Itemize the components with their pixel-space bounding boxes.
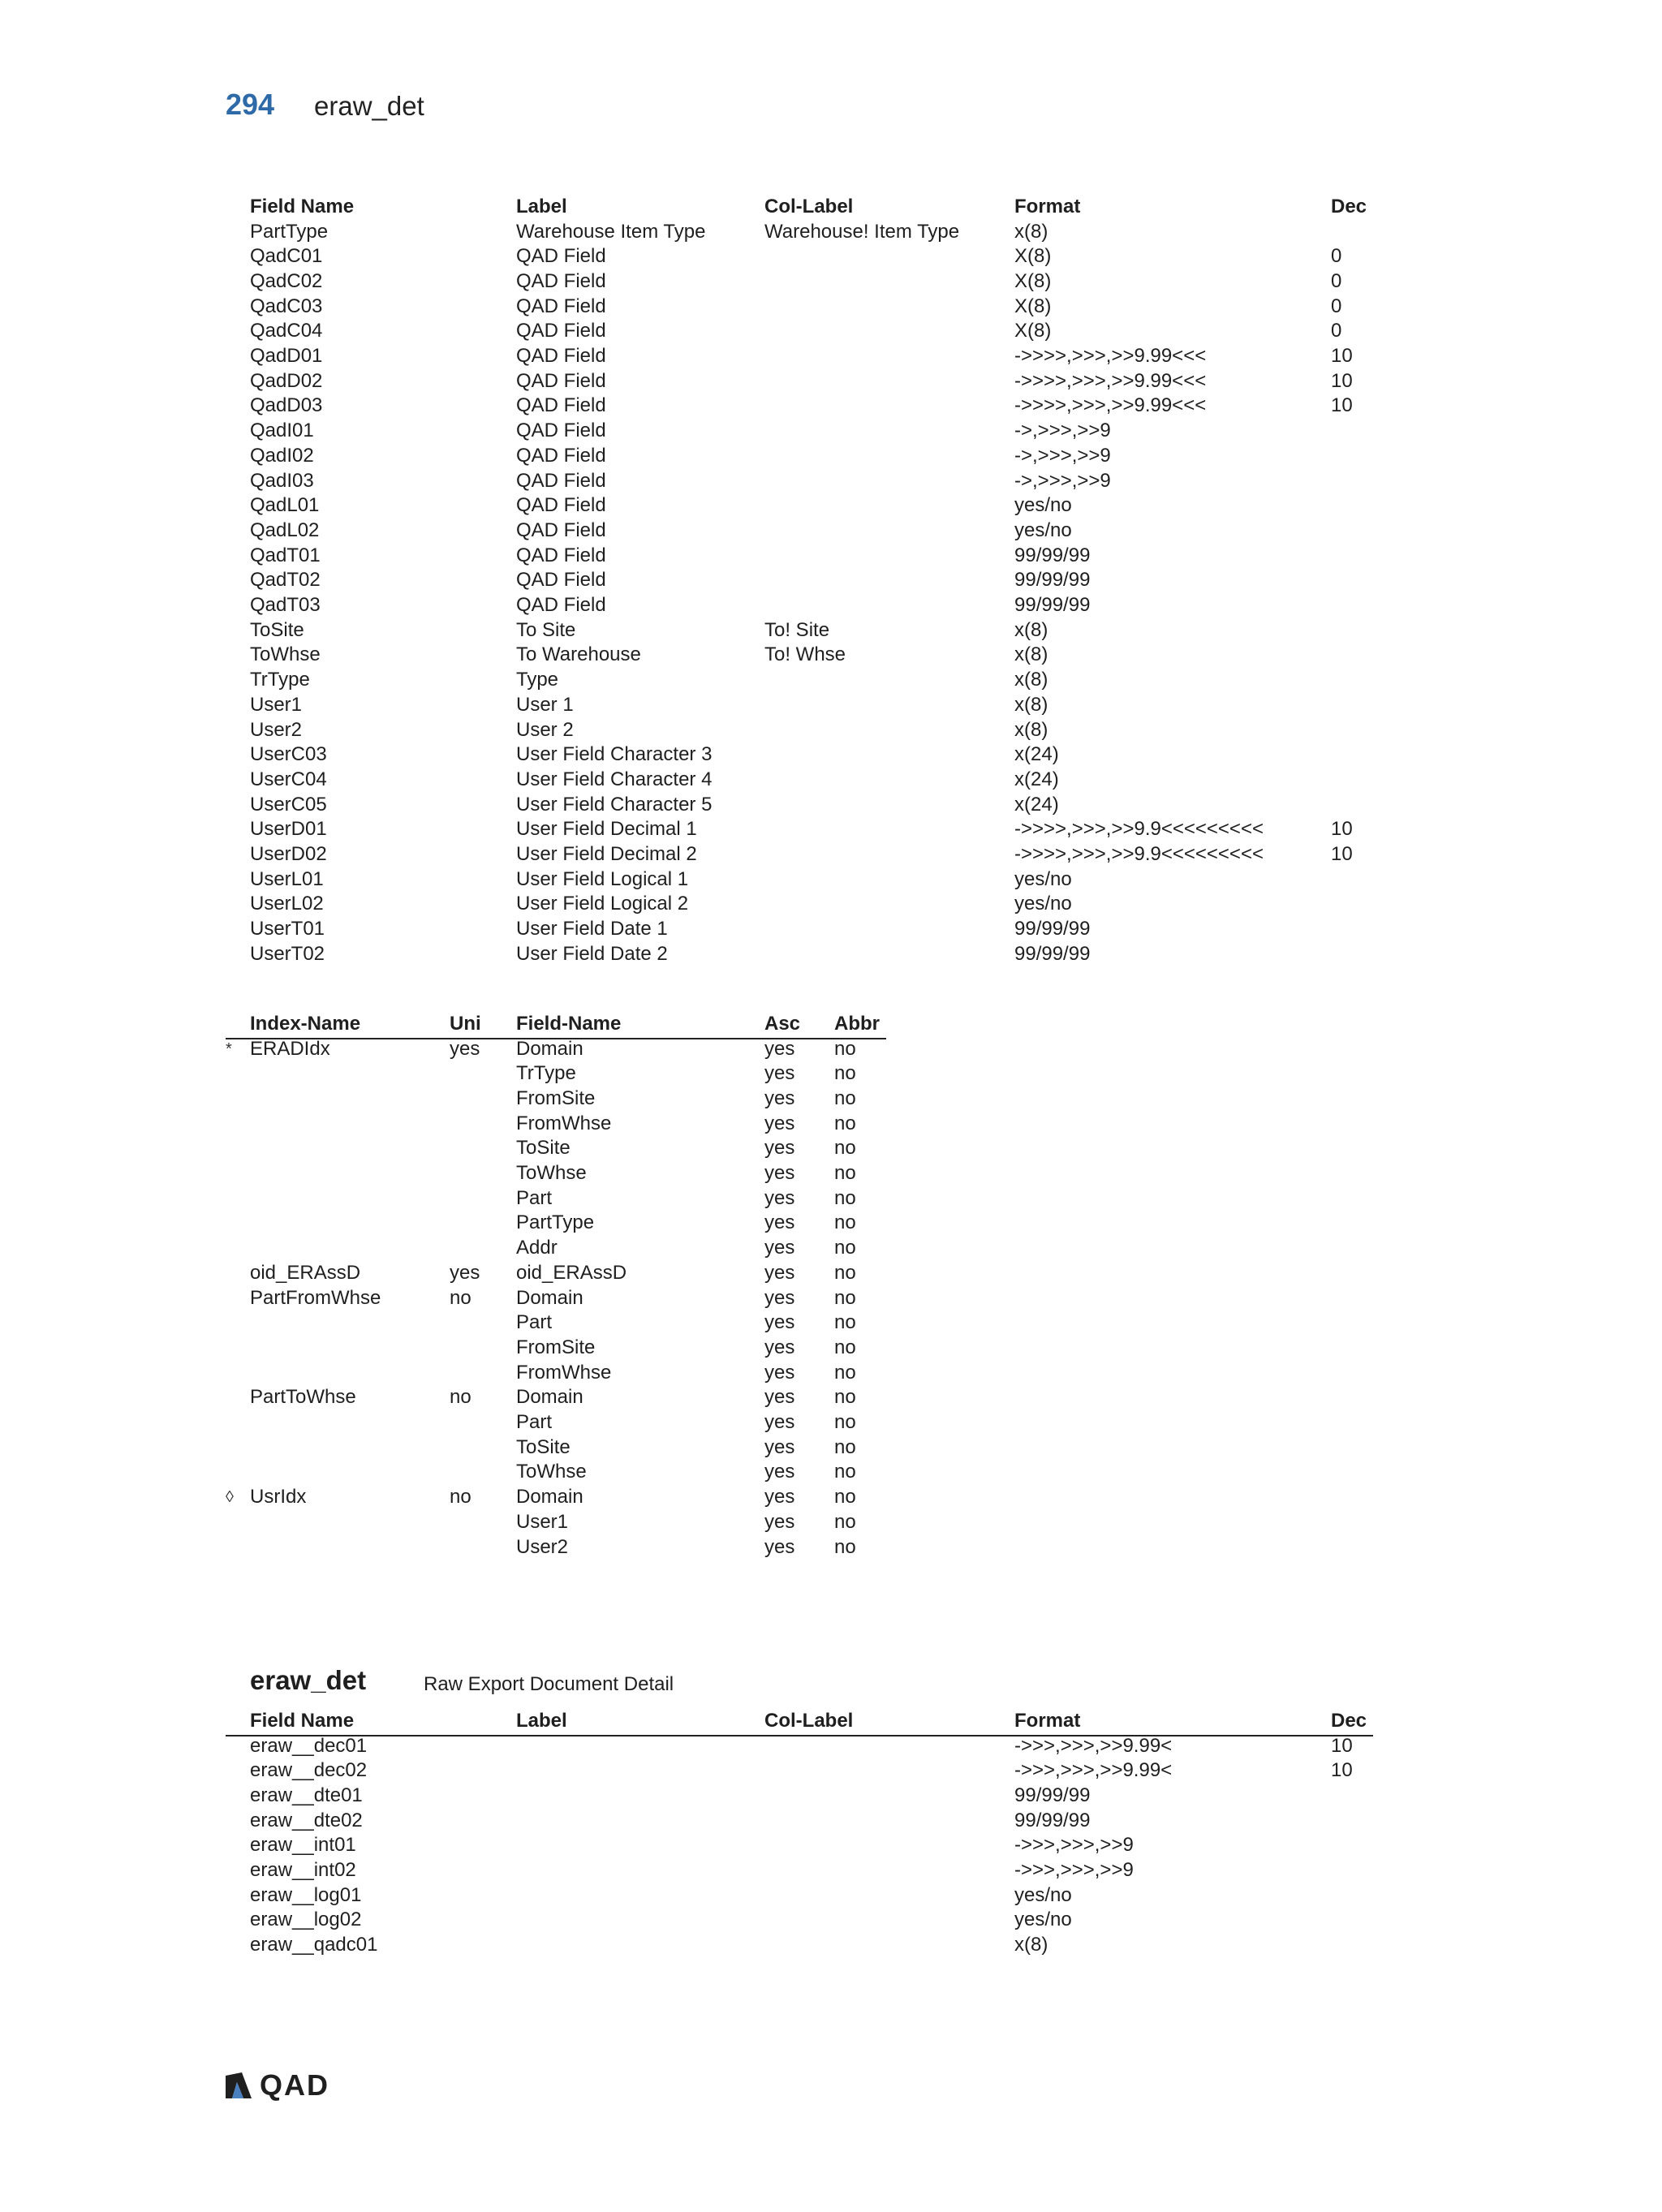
cell-format: x(8) [1014, 669, 1048, 691]
column-header-dec: Dec [1331, 1710, 1367, 1732]
index-marker: * [226, 1039, 232, 1058]
cell-format: x(24) [1014, 743, 1059, 766]
cell-label: QAD Field [516, 594, 606, 616]
cell-abbr: no [834, 1137, 856, 1160]
cell-field-name: QadC01 [250, 245, 323, 268]
cell-abbr: no [834, 1112, 856, 1134]
column-header-format: Format [1014, 196, 1081, 217]
cell-field-name: TrType [250, 669, 310, 691]
cell-asc: yes [764, 1112, 795, 1134]
cell-field-name: FromWhse [516, 1112, 612, 1134]
cell-abbr: no [834, 1535, 856, 1558]
cell-asc: yes [764, 1435, 795, 1458]
cell-field-name: Part [516, 1411, 553, 1433]
cell-col-label: To! Site [764, 618, 830, 641]
cell-format: ->>>>,>>>,>>9.9<<<<<<<<< [1014, 843, 1264, 865]
cell-asc: yes [764, 1162, 795, 1184]
cell-field-name: ToWhse [516, 1461, 587, 1483]
cell-index-name: PartFromWhse [250, 1286, 381, 1309]
cell-label: User Field Logical 1 [516, 867, 689, 890]
cell-label: QAD Field [516, 369, 606, 392]
cell-abbr: no [834, 1386, 856, 1409]
cell-field-name: eraw__log02 [250, 1909, 362, 1931]
cell-field-name: Domain [516, 1037, 583, 1060]
cell-field-name: Domain [516, 1286, 583, 1309]
cell-field-name: QadD02 [250, 369, 323, 392]
column-header-field-name: Field-Name [516, 1013, 622, 1035]
cell-dec: 10 [1331, 843, 1353, 865]
cell-asc: yes [764, 1461, 795, 1483]
cell-format: X(8) [1014, 320, 1052, 342]
cell-asc: yes [764, 1237, 795, 1259]
cell-field-name: UserC05 [250, 793, 327, 816]
cell-abbr: no [834, 1186, 856, 1209]
column-header-asc: Asc [764, 1013, 801, 1035]
cell-abbr: no [834, 1486, 856, 1508]
cell-label: QAD Field [516, 245, 606, 268]
column-header-format: Format [1014, 1710, 1081, 1732]
cell-index-name: UsrIdx [250, 1486, 307, 1508]
cell-field-name: PartType [516, 1211, 595, 1234]
cell-field-name: FromSite [516, 1336, 596, 1358]
cell-index-name: ERADIdx [250, 1037, 330, 1060]
cell-format: x(8) [1014, 693, 1048, 716]
cell-format: ->>>>,>>>,>>9.9<<<<<<<<< [1014, 818, 1264, 841]
cell-label: To Site [516, 618, 576, 641]
cell-uni: yes [450, 1261, 480, 1284]
cell-field-name: UserD01 [250, 818, 327, 841]
cell-asc: yes [764, 1037, 795, 1060]
cell-field-name: QadI02 [250, 444, 314, 467]
cell-asc: yes [764, 1286, 795, 1309]
cell-field-name: TrType [516, 1062, 576, 1085]
cell-format: x(8) [1014, 718, 1048, 741]
cell-label: QAD Field [516, 444, 606, 467]
cell-format: 99/99/99 [1014, 1784, 1091, 1806]
column-header-field-name: Field Name [250, 196, 355, 217]
cell-format: x(8) [1014, 1934, 1048, 1956]
cell-format: X(8) [1014, 295, 1052, 317]
cell-dec: 10 [1331, 345, 1353, 367]
cell-field-name: QadT02 [250, 569, 321, 592]
cell-field-name: QadC04 [250, 320, 323, 342]
cell-field-name: User2 [250, 718, 303, 741]
cell-field-name: UserT02 [250, 942, 325, 965]
cell-label: QAD Field [516, 269, 606, 292]
cell-field-name: eraw__int01 [250, 1834, 356, 1857]
cell-format: ->,>>>,>>9 [1014, 469, 1111, 492]
cell-abbr: no [834, 1435, 856, 1458]
cell-label: QAD Field [516, 394, 606, 417]
cell-label: QAD Field [516, 494, 606, 517]
page-title: eraw_det [314, 91, 424, 121]
column-header-dec: Dec [1331, 196, 1367, 217]
column-header-label: Label [516, 196, 567, 217]
section-description: Raw Export Document Detail [424, 1673, 674, 1695]
cell-format: ->,>>>,>>9 [1014, 444, 1111, 467]
cell-field-name: eraw__qadc01 [250, 1934, 378, 1956]
cell-asc: yes [764, 1386, 795, 1409]
cell-format: 99/99/99 [1014, 544, 1091, 566]
logo-text: QAD [260, 2068, 329, 2102]
cell-format: 99/99/99 [1014, 594, 1091, 616]
cell-asc: yes [764, 1535, 795, 1558]
cell-field-name: UserL02 [250, 893, 324, 915]
header-rule [226, 1735, 1373, 1736]
cell-dec: 0 [1331, 269, 1342, 292]
cell-label: User Field Logical 2 [516, 893, 689, 915]
cell-format: ->>>,>>>,>>9.99< [1014, 1759, 1173, 1782]
cell-field-name: eraw__int02 [250, 1859, 356, 1881]
cell-format: X(8) [1014, 269, 1052, 292]
column-header-col-label: Col-Label [764, 196, 854, 217]
cell-field-name: eraw__dec01 [250, 1734, 368, 1757]
cell-asc: yes [764, 1062, 795, 1085]
cell-dec: 0 [1331, 320, 1342, 342]
cell-index-name: oid_ERAssD [250, 1261, 361, 1284]
cell-format: ->>>,>>>,>>9 [1014, 1859, 1134, 1881]
qad-logo-icon [224, 2071, 253, 2100]
cell-field-name: QadD01 [250, 345, 323, 367]
cell-abbr: no [834, 1037, 856, 1060]
cell-index-name: PartToWhse [250, 1386, 356, 1409]
cell-asc: yes [764, 1211, 795, 1234]
cell-field-name: QadT03 [250, 594, 321, 616]
cell-format: yes/no [1014, 1909, 1072, 1931]
cell-col-label: Warehouse! Item Type [764, 220, 960, 243]
cell-field-name: FromSite [516, 1087, 596, 1109]
column-header-index-name: Index-Name [250, 1013, 361, 1035]
cell-dec: 10 [1331, 369, 1353, 392]
cell-format: ->>>,>>>,>>9.99< [1014, 1734, 1173, 1757]
cell-uni: no [450, 1486, 471, 1508]
cell-format: ->>>>,>>>,>>9.99<<< [1014, 394, 1207, 417]
cell-abbr: no [834, 1062, 856, 1085]
cell-field-name: eraw__dec02 [250, 1759, 368, 1782]
cell-asc: yes [764, 1311, 795, 1334]
cell-format: x(24) [1014, 793, 1059, 816]
cell-asc: yes [764, 1186, 795, 1209]
cell-field-name: QadD03 [250, 394, 323, 417]
cell-field-name: PartType [250, 220, 329, 243]
cell-dec: 10 [1331, 1734, 1353, 1757]
cell-format: ->>>>,>>>,>>9.99<<< [1014, 345, 1207, 367]
cell-format: x(8) [1014, 643, 1048, 666]
cell-asc: yes [764, 1087, 795, 1109]
column-header-abbr: Abbr [834, 1013, 880, 1035]
cell-label: User 1 [516, 693, 574, 716]
cell-label: User Field Date 1 [516, 918, 668, 940]
cell-asc: yes [764, 1361, 795, 1384]
cell-abbr: no [834, 1087, 856, 1109]
column-header-label: Label [516, 1710, 567, 1732]
cell-label: User Field Decimal 2 [516, 843, 697, 865]
cell-field-name: UserC03 [250, 743, 327, 766]
cell-field-name: Domain [516, 1386, 583, 1409]
cell-abbr: no [834, 1237, 856, 1259]
page-number: 294 [226, 88, 275, 121]
cell-format: x(8) [1014, 220, 1048, 243]
cell-field-name: eraw__log01 [250, 1883, 362, 1906]
cell-field-name: QadC02 [250, 269, 323, 292]
cell-label: QAD Field [516, 320, 606, 342]
cell-uni: no [450, 1386, 471, 1409]
cell-field-name: UserC04 [250, 768, 327, 790]
cell-format: ->>>,>>>,>>9 [1014, 1834, 1134, 1857]
cell-abbr: no [834, 1411, 856, 1433]
cell-label: Type [516, 669, 559, 691]
cell-abbr: no [834, 1510, 856, 1533]
cell-format: 99/99/99 [1014, 942, 1091, 965]
cell-field-name: ToSite [516, 1435, 571, 1458]
cell-label: Warehouse Item Type [516, 220, 706, 243]
cell-field-name: QadT01 [250, 544, 321, 566]
column-header-col-label: Col-Label [764, 1710, 854, 1732]
section-title: eraw_det [250, 1665, 367, 1695]
cell-abbr: no [834, 1336, 856, 1358]
cell-format: 99/99/99 [1014, 569, 1091, 592]
cell-asc: yes [764, 1510, 795, 1533]
cell-abbr: no [834, 1461, 856, 1483]
cell-format: x(8) [1014, 618, 1048, 641]
cell-asc: yes [764, 1137, 795, 1160]
cell-field-name: QadI01 [250, 420, 314, 442]
cell-field-name: QadI03 [250, 469, 314, 492]
cell-field-name: User1 [516, 1510, 569, 1533]
cell-field-name: Addr [516, 1237, 558, 1259]
cell-field-name: ToWhse [250, 643, 321, 666]
cell-format: yes/no [1014, 867, 1072, 890]
cell-abbr: no [834, 1311, 856, 1334]
cell-field-name: ToSite [516, 1137, 571, 1160]
cell-label: QAD Field [516, 519, 606, 541]
cell-format: yes/no [1014, 519, 1072, 541]
cell-field-name: oid_ERAssD [516, 1261, 627, 1284]
cell-format: 99/99/99 [1014, 918, 1091, 940]
cell-field-name: QadC03 [250, 295, 323, 317]
column-header-field-name: Field Name [250, 1710, 355, 1732]
cell-label: User Field Character 5 [516, 793, 713, 816]
cell-field-name: Part [516, 1186, 553, 1209]
cell-uni: yes [450, 1037, 480, 1060]
cell-label: User Field Character 4 [516, 768, 713, 790]
cell-field-name: eraw__dte02 [250, 1809, 363, 1831]
cell-dec: 10 [1331, 394, 1353, 417]
cell-abbr: no [834, 1211, 856, 1234]
cell-asc: yes [764, 1261, 795, 1284]
cell-field-name: FromWhse [516, 1361, 612, 1384]
cell-dec: 10 [1331, 818, 1353, 841]
cell-label: User 2 [516, 718, 574, 741]
cell-format: yes/no [1014, 494, 1072, 517]
cell-label: User Field Character 3 [516, 743, 713, 766]
cell-uni: no [450, 1286, 471, 1309]
cell-format: ->,>>>,>>9 [1014, 420, 1111, 442]
cell-dec: 0 [1331, 295, 1342, 317]
cell-format: yes/no [1014, 893, 1072, 915]
cell-field-name: ToWhse [516, 1162, 587, 1184]
cell-format: X(8) [1014, 245, 1052, 268]
cell-abbr: no [834, 1261, 856, 1284]
cell-field-name: UserT01 [250, 918, 325, 940]
cell-label: QAD Field [516, 295, 606, 317]
cell-abbr: no [834, 1286, 856, 1309]
qad-logo [224, 2068, 329, 2102]
index-marker: ◊ [226, 1488, 234, 1507]
cell-asc: yes [764, 1411, 795, 1433]
cell-label: QAD Field [516, 569, 606, 592]
cell-label: QAD Field [516, 345, 606, 367]
cell-field-name: UserL01 [250, 867, 324, 890]
cell-col-label: To! Whse [764, 643, 846, 666]
cell-label: User Field Date 2 [516, 942, 668, 965]
cell-label: To Warehouse [516, 643, 641, 666]
cell-asc: yes [764, 1486, 795, 1508]
cell-field-name: eraw__dte01 [250, 1784, 363, 1806]
cell-abbr: no [834, 1361, 856, 1384]
cell-field-name: Domain [516, 1486, 583, 1508]
cell-format: 99/99/99 [1014, 1809, 1091, 1831]
cell-label: QAD Field [516, 544, 606, 566]
cell-asc: yes [764, 1336, 795, 1358]
cell-format: yes/no [1014, 1883, 1072, 1906]
cell-format: x(24) [1014, 768, 1059, 790]
cell-label: QAD Field [516, 420, 606, 442]
cell-field-name: User1 [250, 693, 303, 716]
cell-label: QAD Field [516, 469, 606, 492]
cell-field-name: User2 [516, 1535, 569, 1558]
column-header-uni: Uni [450, 1013, 481, 1035]
cell-field-name: ToSite [250, 618, 304, 641]
cell-field-name: QadL01 [250, 494, 320, 517]
cell-label: User Field Decimal 1 [516, 818, 697, 841]
cell-field-name: UserD02 [250, 843, 327, 865]
cell-dec: 10 [1331, 1759, 1353, 1782]
cell-dec: 0 [1331, 245, 1342, 268]
cell-abbr: no [834, 1162, 856, 1184]
cell-field-name: Part [516, 1311, 553, 1334]
cell-format: ->>>>,>>>,>>9.99<<< [1014, 369, 1207, 392]
cell-field-name: QadL02 [250, 519, 320, 541]
